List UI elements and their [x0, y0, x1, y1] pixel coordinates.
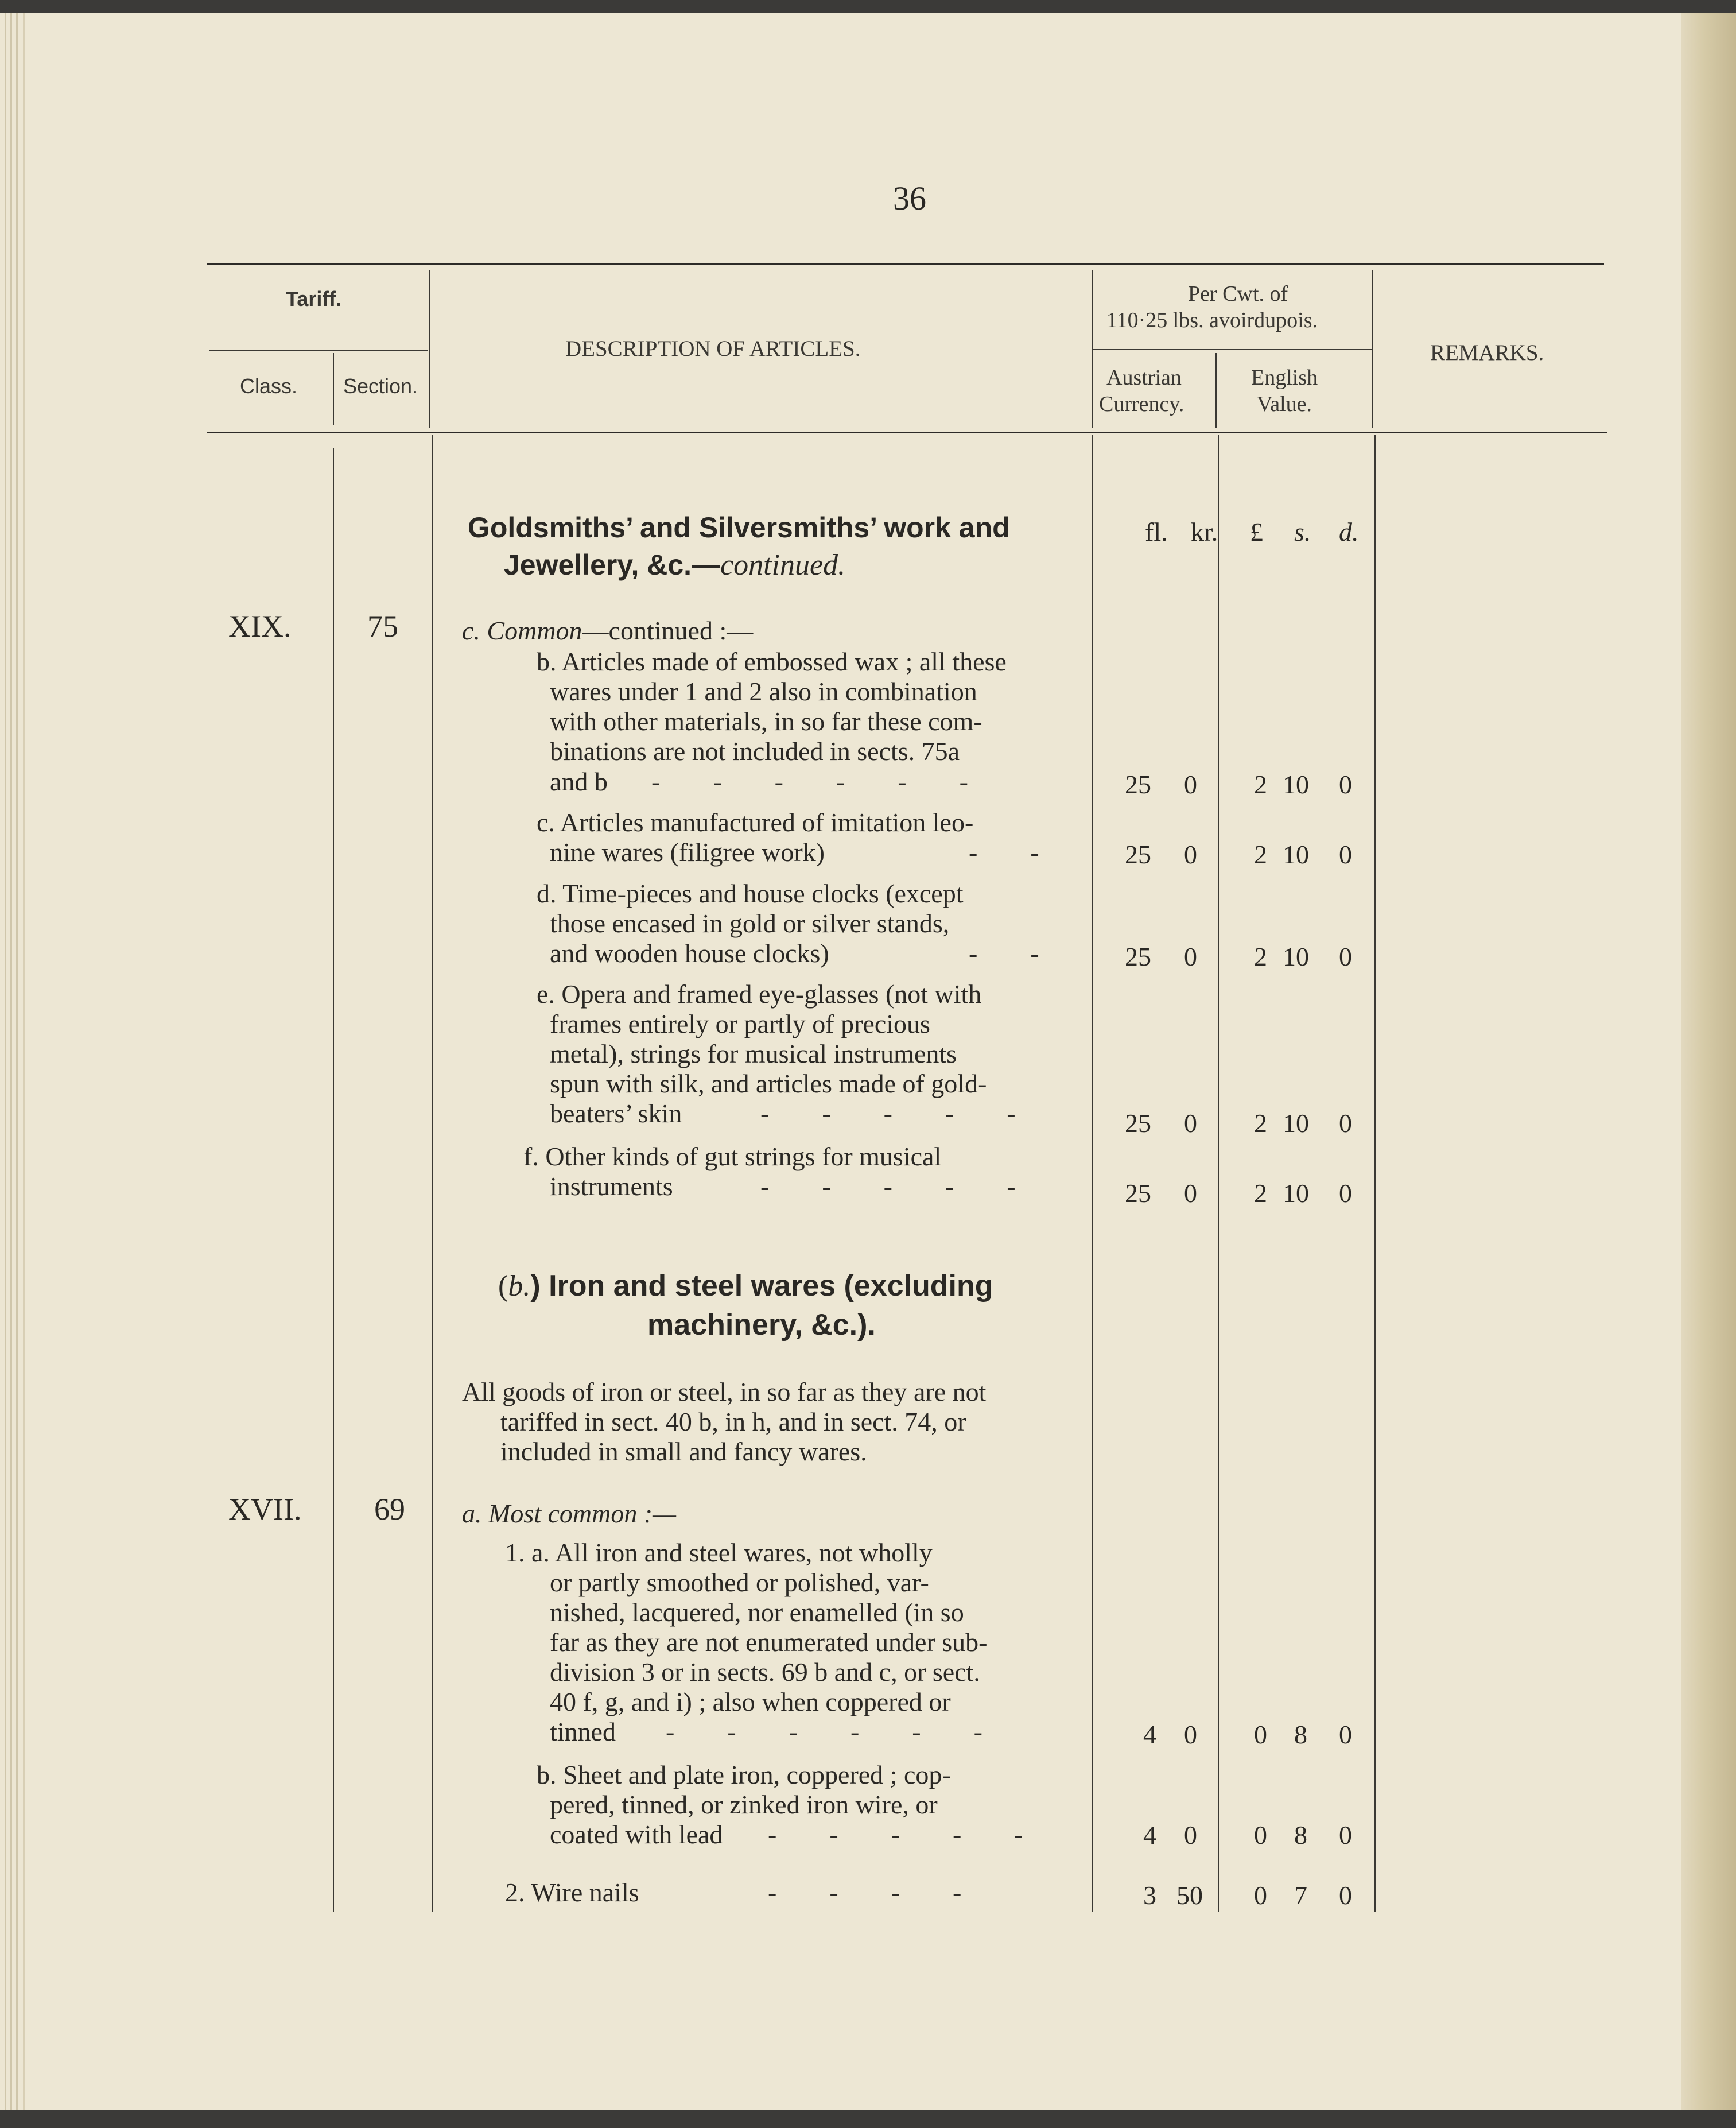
value-pence: 0	[1339, 1720, 1352, 1749]
value-kr: 0	[1184, 1108, 1197, 1138]
value-kr: 0	[1184, 770, 1197, 799]
tariff-rule	[209, 350, 428, 351]
tariff-header: Tariff.	[286, 287, 342, 311]
value-shillings: 10	[1283, 942, 1309, 971]
item-1a-line: 1. a. All iron and steel wares, not wholly	[505, 1538, 933, 1567]
value-pounds: 2	[1254, 1179, 1267, 1208]
item-d-line: those encased in gold or silver stands,	[550, 909, 950, 938]
intro-line: All goods of iron or steel, in so far as they are not	[462, 1377, 987, 1406]
section-heading-iron-steel	[498, 1269, 993, 1303]
value-shillings: 7	[1294, 1881, 1307, 1910]
header-divider	[333, 353, 334, 425]
column-divider	[1092, 435, 1093, 1912]
column-divider	[1218, 435, 1219, 1912]
header-bottom-rule	[207, 432, 1607, 433]
section-header: Section.	[343, 374, 418, 398]
value-kr: 0	[1184, 840, 1197, 869]
value-pounds: 0	[1254, 1720, 1267, 1749]
unit-shilling: s.	[1294, 517, 1311, 546]
value-shillings: 8	[1294, 1720, 1307, 1749]
tariff-class-xvii: XVII.	[228, 1492, 302, 1526]
item-1a-line: or partly smoothed or polished, var-	[550, 1568, 929, 1597]
item-1a-line: nished, lacquered, nor enamelled (in so	[550, 1598, 964, 1627]
item-e-line: frames entirely or partly of precious	[550, 1009, 930, 1038]
item-c-line: c. Articles manufactured of imitation leo-	[537, 808, 974, 837]
english-value-header-line2: Value.	[1257, 392, 1312, 416]
book-spine	[1681, 13, 1736, 2110]
leader-dashes: - - - - -	[760, 1099, 1016, 1128]
value-fl: 25	[1125, 1179, 1151, 1208]
scan-border-top	[0, 0, 1736, 13]
unit-pence: d.	[1339, 517, 1359, 546]
item-e-line: metal), strings for musical instruments	[550, 1039, 957, 1068]
item-1a-line: tinned	[550, 1717, 616, 1746]
leader-dashes: - - - -	[768, 1878, 962, 1907]
sub-italic: Common	[487, 616, 582, 645]
item-1b-line: pered, tinned, or zinked iron wire, or	[550, 1790, 938, 1819]
item-d-line: d. Time-pieces and house clocks (except	[537, 879, 964, 908]
heading-continued: continued.	[720, 549, 846, 582]
value-pence: 0	[1339, 840, 1352, 869]
intro-line: tariffed in sect. 40 b, in h, and in sect. 74, or	[500, 1407, 966, 1436]
column-divider	[333, 1870, 334, 1910]
heading-text: ) Iron and steel wares (excluding	[530, 1269, 993, 1303]
value-pounds: 0	[1254, 1881, 1267, 1910]
value-kr: 0	[1184, 1820, 1197, 1850]
header-divider	[1215, 353, 1217, 428]
value-kr: 0	[1184, 942, 1197, 971]
page-edge	[10, 13, 12, 2110]
unit-florin: fl.	[1145, 517, 1168, 546]
heading-text: Jewellery, &c.—	[504, 549, 721, 581]
value-pence: 0	[1339, 770, 1352, 799]
austrian-currency-header-line2: Currency.	[1099, 392, 1184, 416]
header-divider	[429, 270, 430, 428]
item-f-line: instruments	[550, 1172, 673, 1201]
leader-dashes: - - - - - -	[666, 1717, 982, 1746]
item-c-line: nine wares (filigree work)	[550, 838, 825, 867]
value-shillings: 10	[1283, 1179, 1309, 1208]
item-d-line: and wooden house clocks)	[550, 939, 829, 968]
value-pounds: 0	[1254, 1820, 1267, 1850]
value-shillings: 8	[1294, 1820, 1307, 1850]
item-e-line: beaters’ skin	[550, 1099, 682, 1128]
remarks-header: REMARKS.	[1430, 340, 1544, 365]
item-e-line: e. Opera and framed eye-glasses (not with	[537, 979, 982, 1009]
value-fl: 25	[1125, 840, 1151, 869]
value-fl: 25	[1125, 770, 1151, 799]
value-fl: 3	[1143, 1881, 1156, 1910]
item-2-line: 2. Wire nails	[505, 1878, 639, 1907]
value-kr: 0	[1184, 1179, 1197, 1208]
item-b-line: binations are not included in sects. 75a	[550, 737, 960, 766]
column-divider	[432, 435, 433, 1912]
section-heading-machinery: machinery, &c.).	[647, 1308, 876, 1342]
per-cwt-header: Per Cwt. of	[1188, 282, 1288, 306]
item-b-line: with other materials, in so far these com-	[550, 707, 982, 736]
item-1b-line: b. Sheet and plate iron, coppered ; cop-	[537, 1760, 951, 1789]
heading-paren: (	[498, 1270, 508, 1303]
value-fl: 4	[1143, 1820, 1156, 1850]
item-e-line: spun with silk, and articles made of gold-	[550, 1069, 987, 1098]
heading-letter: b.	[508, 1270, 531, 1303]
unit-kreuzer: kr.	[1191, 517, 1218, 546]
subsection-a-most-common: a. Most common :—	[462, 1499, 677, 1528]
subsection-c-common	[462, 615, 753, 646]
sub-label: c.	[462, 616, 480, 645]
per-cwt-rule	[1092, 349, 1372, 350]
value-kr: 0	[1184, 1720, 1197, 1749]
value-pence: 0	[1339, 1179, 1352, 1208]
section-heading-jewellery	[504, 548, 845, 582]
item-b-line: and b	[550, 767, 608, 796]
item-b-line: b. Articles made of embossed wax ; all these	[537, 647, 1007, 676]
value-shillings: 10	[1283, 770, 1309, 799]
value-kr: 50	[1176, 1881, 1203, 1910]
leader-dashes: - - - - -	[760, 1172, 1016, 1201]
item-b-line: wares under 1 and 2 also in combination	[550, 677, 977, 706]
leader-dashes: - -	[969, 838, 1039, 867]
column-divider	[333, 448, 334, 1912]
value-pence: 0	[1339, 1108, 1352, 1138]
item-1a-line: 40 f, g, and i) ; also when coppered or	[550, 1687, 951, 1716]
value-pounds: 2	[1254, 840, 1267, 869]
class-header: Class.	[240, 374, 298, 398]
leader-dashes: - -	[969, 939, 1039, 968]
item-f-line: f. Other kinds of gut strings for musical	[523, 1142, 942, 1171]
unit-pound: £	[1250, 517, 1263, 546]
tariff-section-75: 75	[367, 609, 398, 644]
page-edge	[5, 13, 6, 2110]
item-1a-line: far as they are not enumerated under sub-	[550, 1627, 988, 1657]
value-shillings: 10	[1283, 1108, 1309, 1138]
sub-rest: —continued :—	[582, 616, 754, 645]
tariff-section-69: 69	[374, 1492, 405, 1526]
tariff-class-xix: XIX.	[228, 609, 292, 644]
item-1b-line: coated with lead	[550, 1820, 723, 1849]
item-1a-line: division 3 or in sects. 69 b and c, or sect.	[550, 1657, 980, 1687]
intro-line: included in small and fancy wares.	[500, 1437, 867, 1466]
value-shillings: 10	[1283, 840, 1309, 869]
header-divider	[1372, 270, 1373, 428]
leader-dashes: - - - - - -	[651, 767, 968, 796]
value-pounds: 2	[1254, 1108, 1267, 1138]
austrian-currency-header: Austrian	[1106, 366, 1182, 390]
value-pounds: 2	[1254, 770, 1267, 799]
leader-dashes: - - - - -	[768, 1820, 1023, 1849]
page-number: 36	[893, 180, 926, 217]
value-pence: 0	[1339, 1820, 1352, 1850]
value-fl: 25	[1125, 942, 1151, 971]
value-pounds: 2	[1254, 942, 1267, 971]
page-edge	[16, 13, 18, 2110]
english-value-header: English	[1251, 366, 1318, 390]
header-divider	[1092, 270, 1093, 428]
section-heading-goldsmiths: Goldsmiths’ and Silversmiths’ work and	[468, 511, 1010, 544]
value-fl: 25	[1125, 1108, 1151, 1138]
value-pence: 0	[1339, 1881, 1352, 1910]
column-divider	[1374, 435, 1376, 1912]
value-fl: 4	[1143, 1720, 1156, 1749]
description-header: DESCRIPTION OF ARTICLES.	[565, 336, 861, 361]
scan-border-bottom	[0, 2110, 1736, 2128]
value-pence: 0	[1339, 942, 1352, 971]
header-top-rule	[207, 263, 1604, 265]
per-cwt-header-weight: 110·25 lbs. avoirdupois.	[1106, 308, 1318, 332]
